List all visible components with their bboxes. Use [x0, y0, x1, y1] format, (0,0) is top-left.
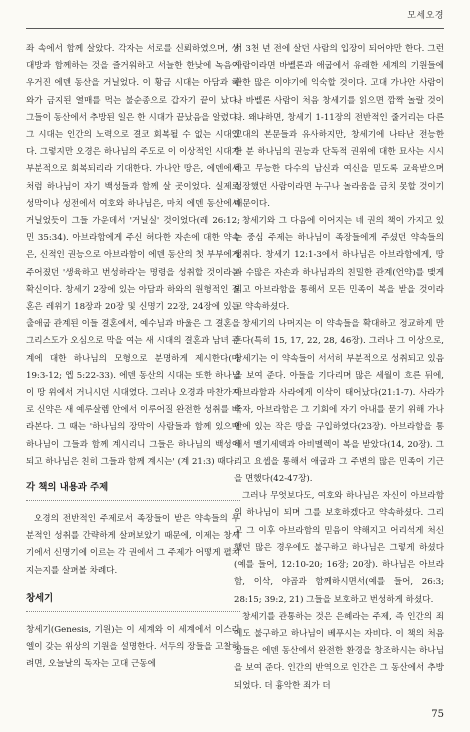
- right-column: [234, 41, 444, 695]
- section-divider: [26, 500, 240, 501]
- body-paragraph: 창세기를 관통하는 것은 은혜라는 주제, 즉 인간의 죄에도 불구하고 하나님이 베푸시는 자비다. 이 책의 처음 장들은 에덴 동산에서 완전한 환경을 창조하시는 하나님을 보여 준다. 인간의 반역으로 인간은 그 동산에서 추방되었다. 더 흉악한 죄가 더: [234, 611, 444, 691]
- body-paragraph: 서 3천 년 전에 살던 사람의 입장이 되어야만 한다. 그런 사람이라면 바벨론과 애굽에서 유래한 세계의 기원들에 관한 많은 이야기에 익숙할 것이다. 고대 가나안 사람이나 바벨론 사람이 처음 창세기를 읽으면 깜짝 놀랄 것이다. 왜냐하면, 창세기 1-11장의 전반적인 줄거리는 다른 고대의 본문들과 유사하지만, 창세기에 나타난 전능한 한 분 하나님의 권능과 단독적 권위에 대한 묘사는 시시하고 무능한 다수의 남신과 여신을 믿도록 교육받으며 성장했던 사람이라면 누구나 놀라움을 금치 못할 것이기 때문이다.: [234, 44, 444, 209]
- body-paragraph: 창세기와 그 다음에 이어지는 네 권의 책이 가지고 있는 중심 주제는 하나님이 족장들에게 주셨던 약속들의 성취다. 창세기 12:1-3에서 하나님은 아브라함에게, 땅과 수많은 자손과 하나님과의 친밀한 관계(언약)를 맺게 되고 아브라함을 통해서 모든 민족이 복을 받을 것이라고 약속하셨다.: [234, 216, 444, 313]
- body-paragraph: 그러나 무엇보다도, 여호와 하나님은 자신이 아브라함의 하나님이 되며 그를 보호하겠다고 약속하셨다. 그리고 그 이후 아브라함의 믿음이 약해지고 어리석게 처신했던 많은 경우에도 불구하고 하나님은 그렇게 하셨다(예를 들어, 12:10-20; 16장; 20장). 하나님은 아브라함, 이삭, 야곱과 함께하시면서(예를 들어, 26:3; 28:15; 39:2, 21) 그들을 보호하고 번성하게 하셨다.: [234, 491, 444, 605]
- body-paragraph: 창세기(Genesis, 기원)는 이 세계와 이 세계에서 이스라엘이 갖는 위상의 기원을 설명한다. 서두의 장들을 고찰하려면, 오늘날의 독자는 고대 근동에: [26, 624, 240, 670]
- running-header: [0, 0, 470, 34]
- body-paragraph: 좌 속에서 함께 살았다. 각자는 서로를 신뢰하였으며, 상대방과 함께하는 것을 즐거워하고 서늘한 한낮에 녹음이 우거진 에덴 동산을 거닐었다. 이 황금 시대는 아담과 하와가 금지된 열매를 먹는 불순종으로 갑자기 끝이 났다. 그들이 동산에서 추방된 일은 한 시대가 끝났음을 알렸다. 그 시대는 인간의 노력으로 결코 회복될 수 없는 시대였다. 그렇지만 오경은 하나님의 주도로 이 이상적인 시대가 부분적으로 회복되리라 기대한다. 가나안 땅은, 에덴에서처럼 하나님이 자기 백성들과 함께 살 곳이었다. 실제로 성막이나 성전에서 여호와 하나님은, 마치 에덴 동산에서 거닐었듯이 그들 가운데서 '거닐실' 것이었다(레 26:12; 민 35:34). 아브라함에게 주신 허다한 자손에 대한 약속은, 신적인 권능으로 아브라함이 에덴 동산의 첫 부부에게 주어졌던 '생육하고 번성하라'는 명령을 성취할 것이라는 확신이다. 창세기 2장에 있는 아담과 하와의 원형적인 결혼은 레위기 18장과 20장 및 신명기 22장, 24장에 있는 출애굽 관계된 이들 결혼에서, 예수님과 바울은 그 결혼을 그리스도가 오심으로 막을 여는 새 시대의 결혼과 남녀 관계에 대한 하나님의 모형으로 분명하게 제시한다(마 19:3-12; 엡 5:22-33). 에덴 동산의 시대는 또한 하나님이 땅 위에서 거니시던 시대였다. 그러나 오경과 마찬가지로 신약은 새 예루살렘 안에서 이루어질 완전한 성취를 바라본다. 그 때는 '하나님의 장막이 사람들과 함께 있으매 하나님이 그들과 함께 계시리니 그들은 하나님의 백성이 되고 하나님은 친히 그들과 함께 계시는' (계 21:3) 때다.: [26, 44, 240, 467]
- header-divider: [26, 28, 444, 29]
- body-paragraph: 오경의 전반적인 주제로서 족장들이 받은 약속들의 부분적인 성취를 간략하게 살펴보았기 때문에, 이제는 창세기에서 신명기에 이르는 각 권에서 그 주제가 어떻게 펼쳐지는지를 살펴볼 차례다.: [26, 514, 240, 576]
- section-label: 모세오경: [407, 11, 444, 21]
- subsection-divider: [26, 611, 240, 612]
- section-heading: 각 책의 내용과 주제: [26, 482, 109, 494]
- left-column: [26, 41, 240, 674]
- subsection-heading: 창세기: [26, 592, 54, 604]
- page-number: 75: [431, 709, 444, 720]
- body-paragraph: 창세기의 나머지는 이 약속들을 확대하고 정교하게 만든다(특히 15, 17, 22, 28, 46장). 그러나 그 이상으로, 창세기는 이 약속들이 서서히 부분적으로 성취되고 있음을 보여 준다. 아들을 기다리며 많은 세월이 흐른 뒤에, 아브라함과 사라에게 이삭이 태어났다(21:1-7). 사라가 죽자, 아브라함은 그 기회에 자기 아내를 묻기 위해 가나안에 있는 작은 땅을 구입하였다(23장). 아브라함을 통해서 멜기세덱과 아비멜렉이 복을 받았다(14, 20장). 그리고 요셉을 통해서 애굽과 그 주변의 많은 민족이 기근을 면했다(42-47장).: [234, 319, 444, 485]
